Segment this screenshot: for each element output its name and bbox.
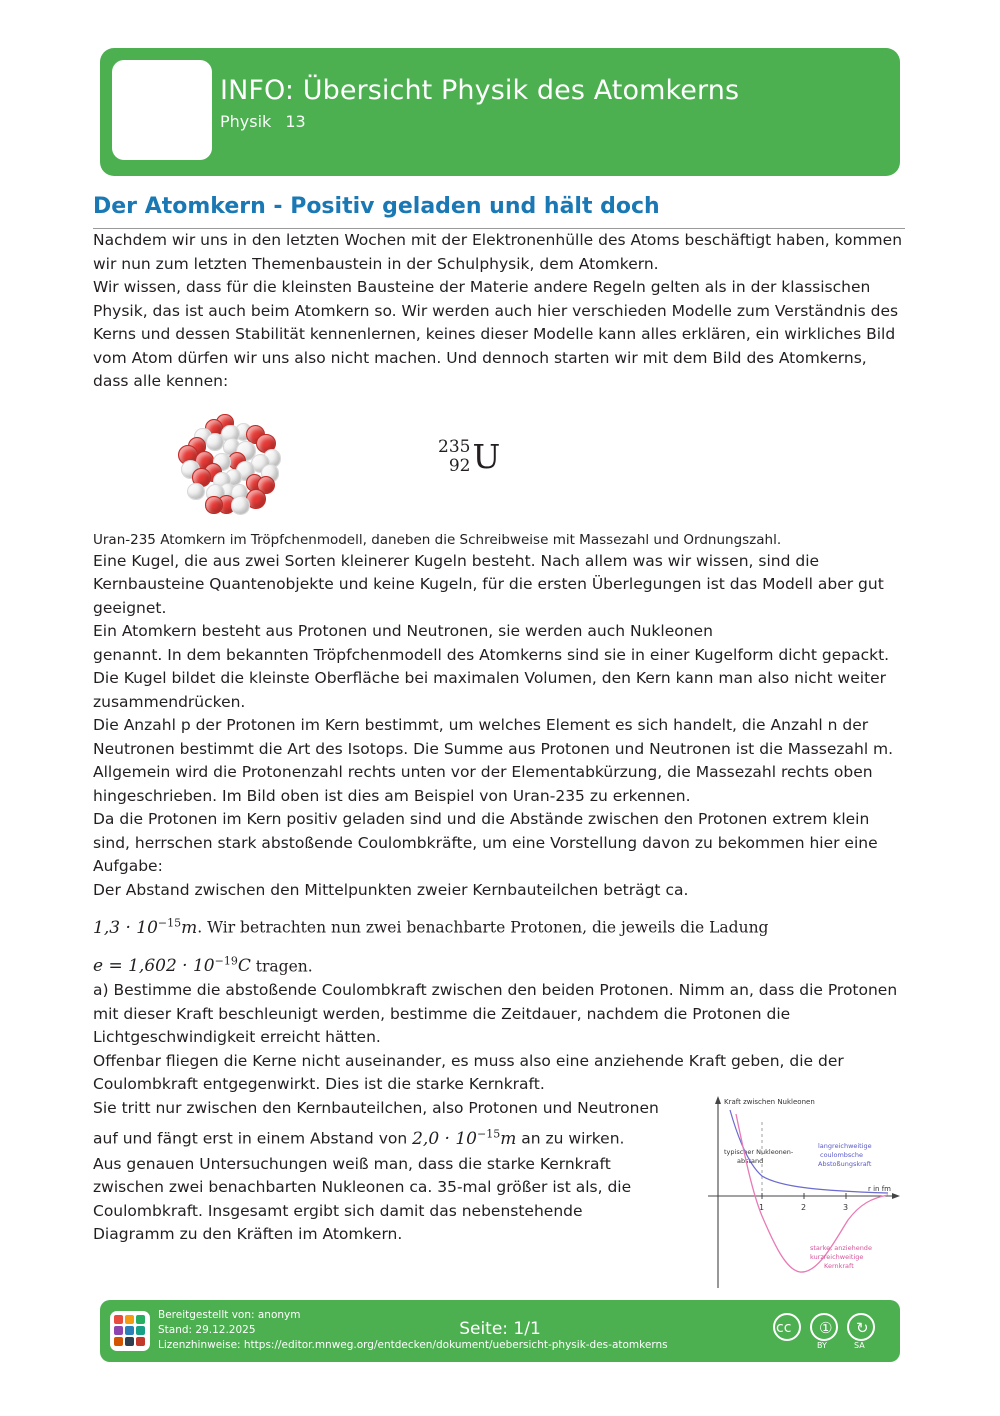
- force-diagram-svg: [700, 1092, 905, 1295]
- section-title: Der Atomkern - Positiv geladen und hält doch: [93, 194, 660, 219]
- svg-text:cc: cc: [776, 1320, 792, 1336]
- formula-range-value: [412, 1129, 516, 1149]
- grade-label: 13: [285, 112, 306, 131]
- chart-title-text: Kraft zwischen Nukleonen: [724, 1098, 815, 1106]
- chart-annotation-distance: typischer Nukleonen-: [724, 1148, 794, 1156]
- document-header: [100, 48, 900, 176]
- footer-provider: Bereitgestellt von: anonym: [158, 1309, 301, 1321]
- formula-charge-exponent: −19: [214, 954, 238, 968]
- paragraph-strong-force-1: Offenbar fliegen die Kerne nicht auseinander, es muss also eine anziehende Kraft geben, die der Coulombkraft entgegenwirkt. Dies ist die starke Kernkraft.: [93, 1051, 844, 1094]
- document-footer: [100, 1300, 900, 1362]
- paragraph-model-2: Ein Atomkern besteht aus Protonen und Neutronen, sie werden auch Nukleonen: [93, 622, 713, 640]
- range-prefix: auf und fängt erst in einem Abstand von: [93, 1129, 413, 1148]
- footer-date: Stand: 29.12.2025: [158, 1324, 256, 1336]
- chart-xtick-2: 2: [801, 1203, 807, 1212]
- paragraph-task-a: a) Bestimme die abstoßende Coulombkraft zwischen den beiden Protonen. Nimm an, dass die Protonen mit dieser Kraft beschleunigt werden, bestimme die Zeitdauer, nachdem die Protonen die Lichtgeschwindigkeit erreicht hätten.: [93, 981, 898, 1047]
- element-symbol: U: [472, 436, 501, 476]
- neutron-sphere: [206, 433, 223, 450]
- isotope-numbers: [438, 438, 470, 476]
- formula-charge: [93, 949, 905, 980]
- document-body: [93, 192, 905, 1270]
- formula-range-prefix: 2,0 · 10: [412, 1128, 477, 1149]
- svg-text:①: ①: [819, 1319, 833, 1337]
- page-number: Seite: 1/1: [459, 1319, 541, 1339]
- chart-annotation-strong: starke, anziehende: [810, 1244, 872, 1252]
- formula-range-unit: m: [500, 1128, 517, 1149]
- formula-distance-value: [93, 918, 197, 938]
- svg-text:coulombsche: coulombsche: [820, 1151, 863, 1159]
- nucleus-figure: [93, 410, 905, 528]
- paragraph-conclusion: Aus genauen Untersuchungen weiß man, dass die starke Kernkraft zwischen zwei benachbarten Nukleonen ca. 35-mal größer ist als, die Coulombkraft. Insgesamt ergibt sich damit das nebenstehende Diagramm zu den Kräften im Atomkern.: [93, 1154, 632, 1244]
- paragraph-model-6: Der Abstand zwischen den Mittelpunkten zweier Kernbauteilchen beträgt ca.: [93, 880, 689, 899]
- formula-distance-exponent: −15: [157, 916, 182, 929]
- formula-charge-tail: tragen.: [250, 957, 313, 976]
- formula-range-exponent: −15: [477, 1127, 501, 1141]
- mass-number: 235: [438, 436, 471, 457]
- svg-text:abstand: abstand: [737, 1157, 764, 1165]
- paragraph-strong-force-2: Sie tritt nur zwischen den Kernbauteilchen, also Protonen und Neutronen: [93, 1098, 659, 1117]
- formula-distance-unit: m: [181, 917, 198, 938]
- footer-license-link[interactable]: Lizenzhinweise: https://editor.mnweg.org/entdecken/dokument/uebersicht-physik-des-atomkerns: [158, 1339, 668, 1351]
- chart-xtick-3: 3: [843, 1203, 849, 1212]
- subject-label: Physik: [220, 112, 272, 131]
- formula-charge-value: [93, 956, 251, 976]
- svg-text:kurzreichweitige: kurzreichweitige: [810, 1253, 864, 1261]
- proton-sphere: [205, 496, 222, 513]
- header-subline: [220, 111, 739, 133]
- chart-annotation-coulomb: langreichweitige: [818, 1142, 872, 1150]
- paragraph-model-4: Die Anzahl p der Protonen im Kern bestimmt, um welches Element es sich handelt, die Anzahl n der Neutronen bestimmt die Art des Isotops. Die Summe aus Protonen und Neutronen ist die Massezahl m. Allgemein wird die Protonenzahl rechts unten vor der Elementabkürzung, die Massezahl rechts oben hingeschrieben. Im Bild oben ist dies am Beispiel von Uran-235 zu erkennen.: [93, 716, 894, 805]
- formula-distance: [93, 910, 905, 941]
- formula-charge-unit: C: [237, 956, 251, 977]
- neutron-sphere: [187, 483, 204, 500]
- placeholder-logo-icon: [112, 60, 212, 160]
- paragraph-intro-1: Nachdem wir uns in den letzten Wochen mit der Elektronenhülle des Atoms beschäftigt haben, kommen wir nun zum letzten Themenbaustein in der Schulphysik, dem Atomkern.: [93, 231, 903, 273]
- atomic-number: 92: [448, 455, 471, 476]
- formula-distance-tail: . Wir betrachten nun zwei benachbarte Protonen, die jeweils die Ladung: [197, 918, 769, 937]
- paragraph-model-3: genannt. In dem bekannten Tröpfchenmodell des Atomkerns sind sie in einer Kugelform dicht gepackt. Die Kugel bildet die kleinste Oberfläche bei maximalen Volumen, den Kern kann man also nicht weiter zusammendrücken.: [93, 645, 890, 711]
- paragraph-model-5: Da die Protonen im Kern positiv geladen sind und die Abstände zwischen den Protonen extrem klein sind, herrschen stark abstoßende Coulombkräfte, um eine Vorstellung davon zu bekommen hier eine Aufgabe:: [93, 810, 878, 875]
- paragraph-intro-2: Wir wissen, dass für die kleinsten Bausteine der Materie andere Regeln gelten als in der klassischen Physik, das ist auch beim Atomkern so. Wir werden auch hier verschieden Modelle zum Verständnis des Kerns und dessen Stabilität kennenlernen, keines dieser Modelle kann alles erklären, ein wirkliches Bild vom Atom dürfen wir uns also nicht machen. Und dennoch starten wir mit dem Bild des Atomkerns, dass alle kennen:: [93, 278, 899, 390]
- figure-caption: Uran-235 Atomkern im Tröpfchenmodell, daneben die Schreibweise mit Massezahl und Ordnungszahl.: [93, 531, 782, 548]
- formula-charge-prefix: e = 1,602 · 10: [93, 956, 215, 977]
- svg-text:↻: ↻: [856, 1319, 869, 1337]
- page-title: INFO: Übersicht Physik des Atomkerns: [220, 75, 740, 106]
- cc-license-badges: [768, 1312, 888, 1350]
- paragraph-model-1: Eine Kugel, die aus zwei Sorten kleinerer Kugeln besteht. Nach allem was wir wissen, sind die Kernbausteine Quantenobjekte und keine Kugeln, für die ersten Überlegungen ist das Modell aber gut geeignet.: [93, 551, 884, 617]
- cc-badges-svg: [768, 1312, 888, 1350]
- isotope-notation: [438, 438, 500, 476]
- cc-badge-sa: SA: [854, 1341, 865, 1350]
- formula-distance-prefix: 1,3 · 10: [93, 917, 158, 938]
- range-suffix: an zu wirken.: [516, 1129, 625, 1148]
- neutron-sphere: [231, 496, 250, 515]
- chart-xlabel: r in fm: [868, 1185, 891, 1193]
- cc-badge-by: BY: [817, 1341, 827, 1350]
- svg-text:Kernkraft: Kernkraft: [824, 1262, 854, 1270]
- header-text-block: [220, 74, 739, 133]
- nucleus-illustration-icon: [170, 410, 288, 520]
- chart-xtick-1: 1: [759, 1203, 765, 1212]
- force-diagram: [700, 1092, 905, 1295]
- svg-text:Abstoßungskraft: Abstoßungskraft: [818, 1160, 872, 1168]
